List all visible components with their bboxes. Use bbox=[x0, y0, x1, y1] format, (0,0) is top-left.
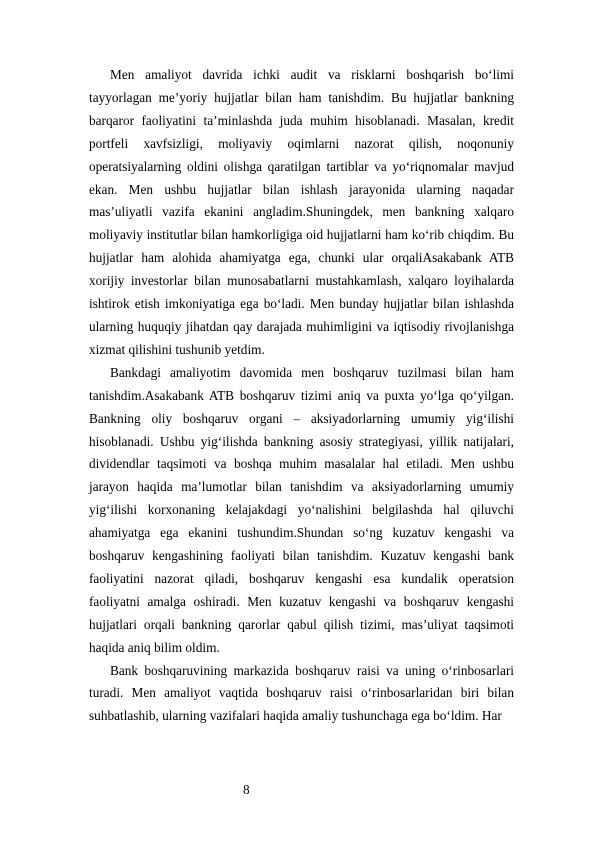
paragraph-internal-audit: Men amaliyot davrida ichki audit va risklarni boshqarish bo‘limi tayyorlagan me’yoriy hujjatlar bilan ham tanishdim. Bu hujjatlar bankning barqaror faoliyatini ta’minlashda juda muhim hisoblanadi. Masalan, kredit portfeli xavfsizligi, moliyaviy oqimlarni nazorat qilish, noqonuniy operatsiyalarning oldini olishga qaratilgan tartiblar va yo‘riqnomalar mavjud ekan. Men ushbu hujjatlar bilan ishlash jarayonida ularning naqadar mas’uliyatli vazifa ekanini angladim.Shuningdek, men bankning xalqaro moliyaviy institutlar bilan hamkorligiga oid hujjatlarni ham ko‘rib chiqdim. Bu hujjatlar ham alohida ahamiyatga ega, chunki ular orqaliAsakabank ATB xorijiy investorlar bilan munosabatlarni mustahkamlash, xalqaro loyihalarda ishtirok etish imkoniyatiga ega bo‘ladi. Men bunday hujjatlar bilan ishlashda ularning huquqiy jihatdan qay darajada muhimligini va iqtisodiy rivojlanishga xizmat qilishini tushunib yetdim. bbox=[89, 67, 514, 357]
paragraph-management-structure: Bankdagi amaliyotim davomida men boshqaruv tuzilmasi bilan ham tanishdim.Asakabank ATB boshqaruv tizimi aniq va puxta yo‘lga qo‘yilgan. Bankning oliy boshqaruv organi – aksiyadorlarning umumiy yig‘ilishi hisoblanadi. Ushbu yig‘ilishda bankning asosiy strategiyasi, yillik natijalari, dividendlar taqsimoti va boshqa muhim masalalar hal etiladi. Men ushbu jarayon haqida ma’lumotlar bilan tanishdim va aksiyadorlarning umumiy yig‘ilishi korxonaning kelajakdagi yo‘nalishini belgilashda hal qiluvchi ahamiyatga ega ekanini tushundim.Shundan so‘ng kuzatuv kengashi va boshqaruv kengashining faoliyati bilan tanishdim. Kuzatuv kengashi bank faoliyatini nazorat qiladi, boshqaruv kengashi esa kundalik operatsion faoliyatni amalga oshiradi. Men kuzatuv kengashi va boshqaruv kengashi hujjatlari orqali bankning qarorlar qabul qilish tizimi, mas’uliyat taqsimoti haqida aniq bilim oldim. bbox=[89, 364, 514, 655]
page-number: 8 bbox=[243, 782, 250, 797]
paragraph-board-chairman: Bank boshqaruvining markazida boshqaruv raisi va uning o‘rinbosarlari turadi. Men amaliyot vaqtida boshqaruv raisi o‘rinbosarlaridan biri bilan suhbatlashib, ularning vazifalari haqida amaliy tushunchaga ega bo‘ldim. Har bbox=[89, 662, 514, 724]
body-text bbox=[89, 64, 514, 728]
